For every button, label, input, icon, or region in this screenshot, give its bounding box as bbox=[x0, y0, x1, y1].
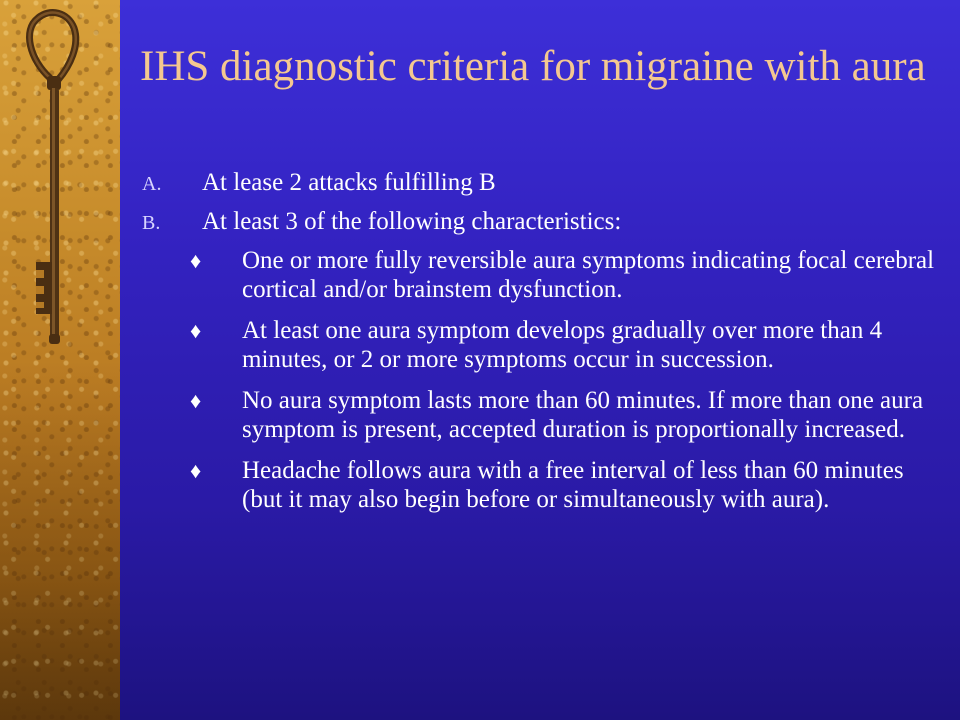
diamond-bullet-icon: ♦ bbox=[190, 388, 202, 413]
characteristic-item bbox=[140, 456, 940, 514]
list-marker: B. bbox=[142, 212, 161, 234]
characteristic-text: Headache follows aura with a free interval of less than 60 minutes (but it may also begin before or simultaneously with aura). bbox=[242, 457, 904, 513]
characteristic-text: One or more fully reversible aura symptoms indicating focal cerebral cortical and/or brainstem dysfunction. bbox=[242, 247, 935, 303]
diamond-bullet-icon: ♦ bbox=[190, 248, 202, 273]
old-key-icon bbox=[0, 0, 120, 380]
characteristic-item bbox=[140, 246, 940, 304]
criterion-b bbox=[140, 207, 940, 236]
criterion-text: At lease 2 attacks fulfilling B bbox=[202, 169, 496, 196]
characteristic-text: No aura symptom lasts more than 60 minutes. If more than one aura symptom is present, accepted duration is proportionally increased. bbox=[242, 387, 924, 443]
diamond-bullet-icon: ♦ bbox=[190, 458, 202, 483]
criteria-list bbox=[140, 168, 940, 526]
slide-title: IHS diagnostic criteria for migraine with aura bbox=[140, 43, 926, 90]
decorative-side-strip bbox=[0, 0, 120, 720]
diamond-bullet-icon: ♦ bbox=[190, 318, 202, 343]
characteristic-text: At least one aura symptom develops gradually over more than 4 minutes, or 2 or more symptoms occur in succession. bbox=[242, 317, 883, 373]
strip-shade bbox=[0, 360, 120, 720]
criterion-a bbox=[140, 168, 940, 197]
characteristic-item bbox=[140, 316, 940, 374]
criterion-text: At least 3 of the following characteristics: bbox=[202, 208, 622, 235]
characteristic-item bbox=[140, 386, 940, 444]
list-marker: A. bbox=[142, 173, 162, 195]
